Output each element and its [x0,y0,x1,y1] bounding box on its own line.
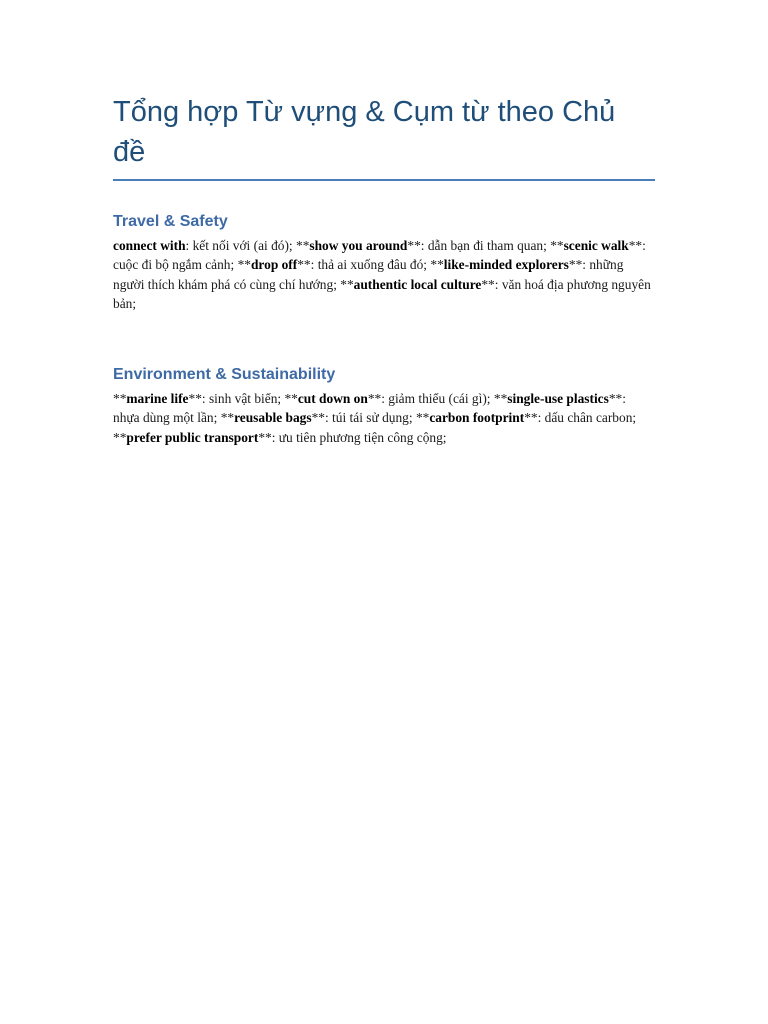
vocab-term: connect with [113,238,186,253]
vocab-definition: **: ưu tiên phương tiện công cộng; [258,429,447,445]
entry-prefix: ** [296,238,310,253]
entry-prefix: ** [113,391,127,407]
section-travel-safety [113,212,655,313]
vocab-term: drop off [250,257,298,273]
entry-prefix: ** [237,257,251,273]
document-title: Tổng hợp Từ vựng & Cụm từ theo Chủ đề [113,92,655,181]
vocab-definition: **: dẫn bạn đi tham quan; [407,238,551,253]
document-page [113,92,655,447]
entry-prefix: ** [430,257,444,273]
entry-prefix: ** [550,238,564,253]
vocab-term: single-use plastics [507,391,609,407]
section-heading: Environment & Sustainability [113,366,336,384]
vocab-definition: **: văn hoá địa phương nguyên bản; [113,276,651,311]
vocab-term: show you around [309,238,408,253]
vocab-term: scenic walk [563,238,629,253]
vocab-term: authentic local culture [353,276,482,292]
vocab-definition: **: túi tái sử dụng; [311,410,416,426]
vocab-definition: **: thả ai xuống đâu đó; [297,257,431,273]
vocab-definition: **: những người thích khám phá có cùng chí hướng; [113,257,624,292]
vocab-term: carbon footprint [429,410,525,426]
section-body [113,389,655,447]
section-heading: Travel & Safety [113,213,228,230]
vocab-term: prefer public transport [126,429,259,445]
vocab-definition: **: cuộc đi bộ ngắm cảnh; [113,238,646,273]
entry-prefix: ** [220,410,235,426]
vocab-definition: **: sinh vật biển; [188,391,285,407]
entry-prefix: ** [493,391,508,407]
vocab-definition: : kết nối với (ai đó); [185,238,296,253]
vocab-term: cut down on [297,391,368,407]
vocab-term: reusable bags [234,410,312,426]
vocab-definition: **: giảm thiểu (cái gì); [367,391,494,407]
entry-prefix: ** [340,276,354,292]
vocab-definition: **: nhựa dùng một lần; [113,391,626,426]
entry-prefix: ** [113,429,127,445]
section-environment-sustainability [113,365,655,447]
section-body [113,236,655,313]
vocab-term: marine life [126,391,189,407]
vocab-definition: **: dấu chân carbon; [524,410,637,426]
entry-prefix: ** [284,391,298,407]
entry-prefix: ** [415,410,430,426]
vocab-term: like-minded explorers [443,257,569,273]
